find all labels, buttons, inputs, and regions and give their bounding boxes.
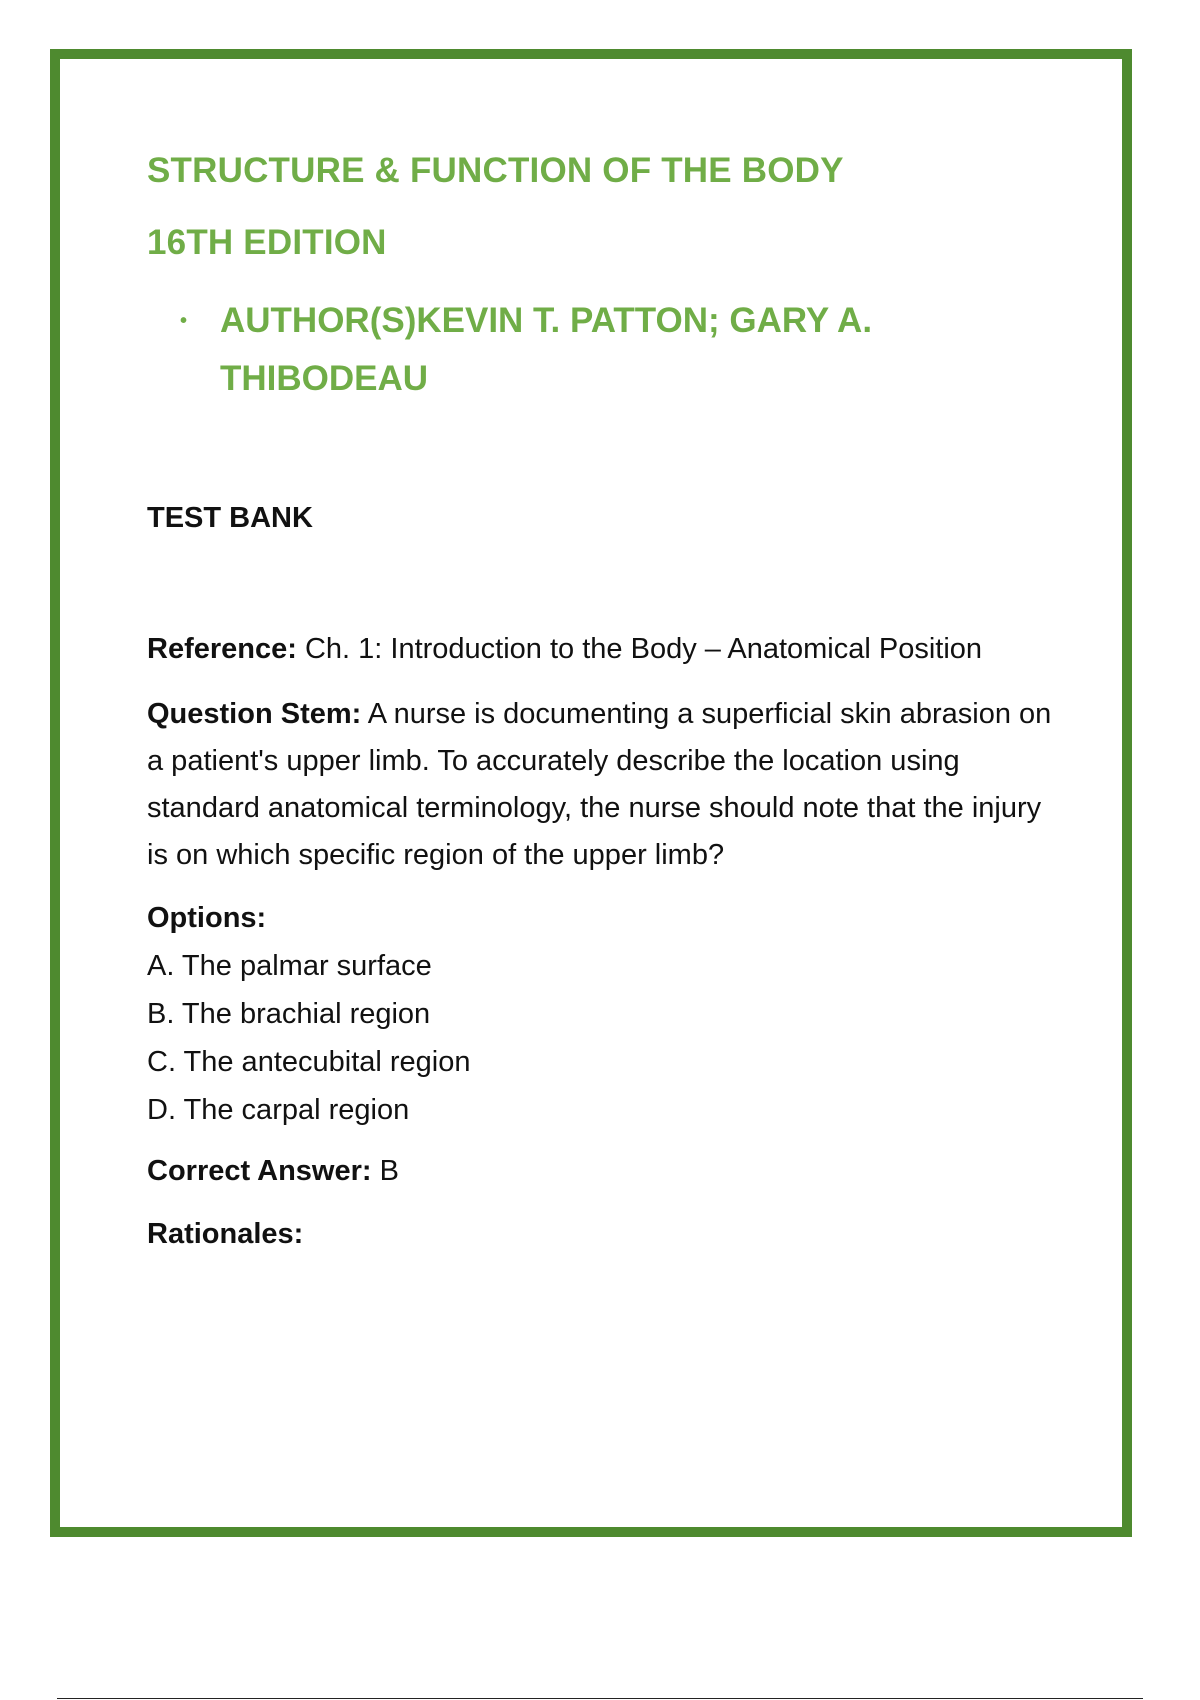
author-list-item	[180, 292, 1077, 408]
option-b: B. The brachial region	[147, 998, 431, 1030]
option-a: A. The palmar surface	[147, 950, 432, 982]
correct-answer	[147, 1148, 1077, 1195]
question-stem-label: Question Stem:	[147, 698, 362, 730]
book-authors: AUTHOR(S)KEVIN T. PATTON; GARY A. THIBODEAU	[220, 301, 873, 398]
reference-text: Ch. 1: Introduction to the Body – Anatomical Position	[296, 633, 983, 665]
section-heading: TEST BANK	[147, 502, 313, 534]
correct-answer-value: B	[371, 1155, 399, 1187]
footer-divider	[57, 1698, 1143, 1699]
question-stem-text: A nurse is documenting a superficial skin abrasion on a patient's upper limb. To accurately describe the location using standard anatomical terminology, the nurse should note that the injury is on which specific region of the upper limb?	[147, 698, 1052, 871]
book-edition: 16TH EDITION	[147, 223, 387, 262]
rationales-label: Rationales:	[147, 1218, 304, 1250]
options-list	[147, 942, 1077, 1134]
document-content	[147, 148, 1077, 1258]
option-d: D. The carpal region	[147, 1094, 410, 1126]
options-label: Options:	[147, 902, 267, 934]
reference-line	[147, 626, 1077, 673]
book-title: STRUCTURE & FUNCTION OF THE BODY	[147, 151, 844, 190]
bullet-icon: •	[180, 310, 188, 332]
reference-label: Reference:	[147, 633, 297, 665]
option-c: C. The antecubital region	[147, 1046, 471, 1078]
question-stem	[147, 691, 1067, 879]
correct-answer-label: Correct Answer:	[147, 1155, 372, 1187]
